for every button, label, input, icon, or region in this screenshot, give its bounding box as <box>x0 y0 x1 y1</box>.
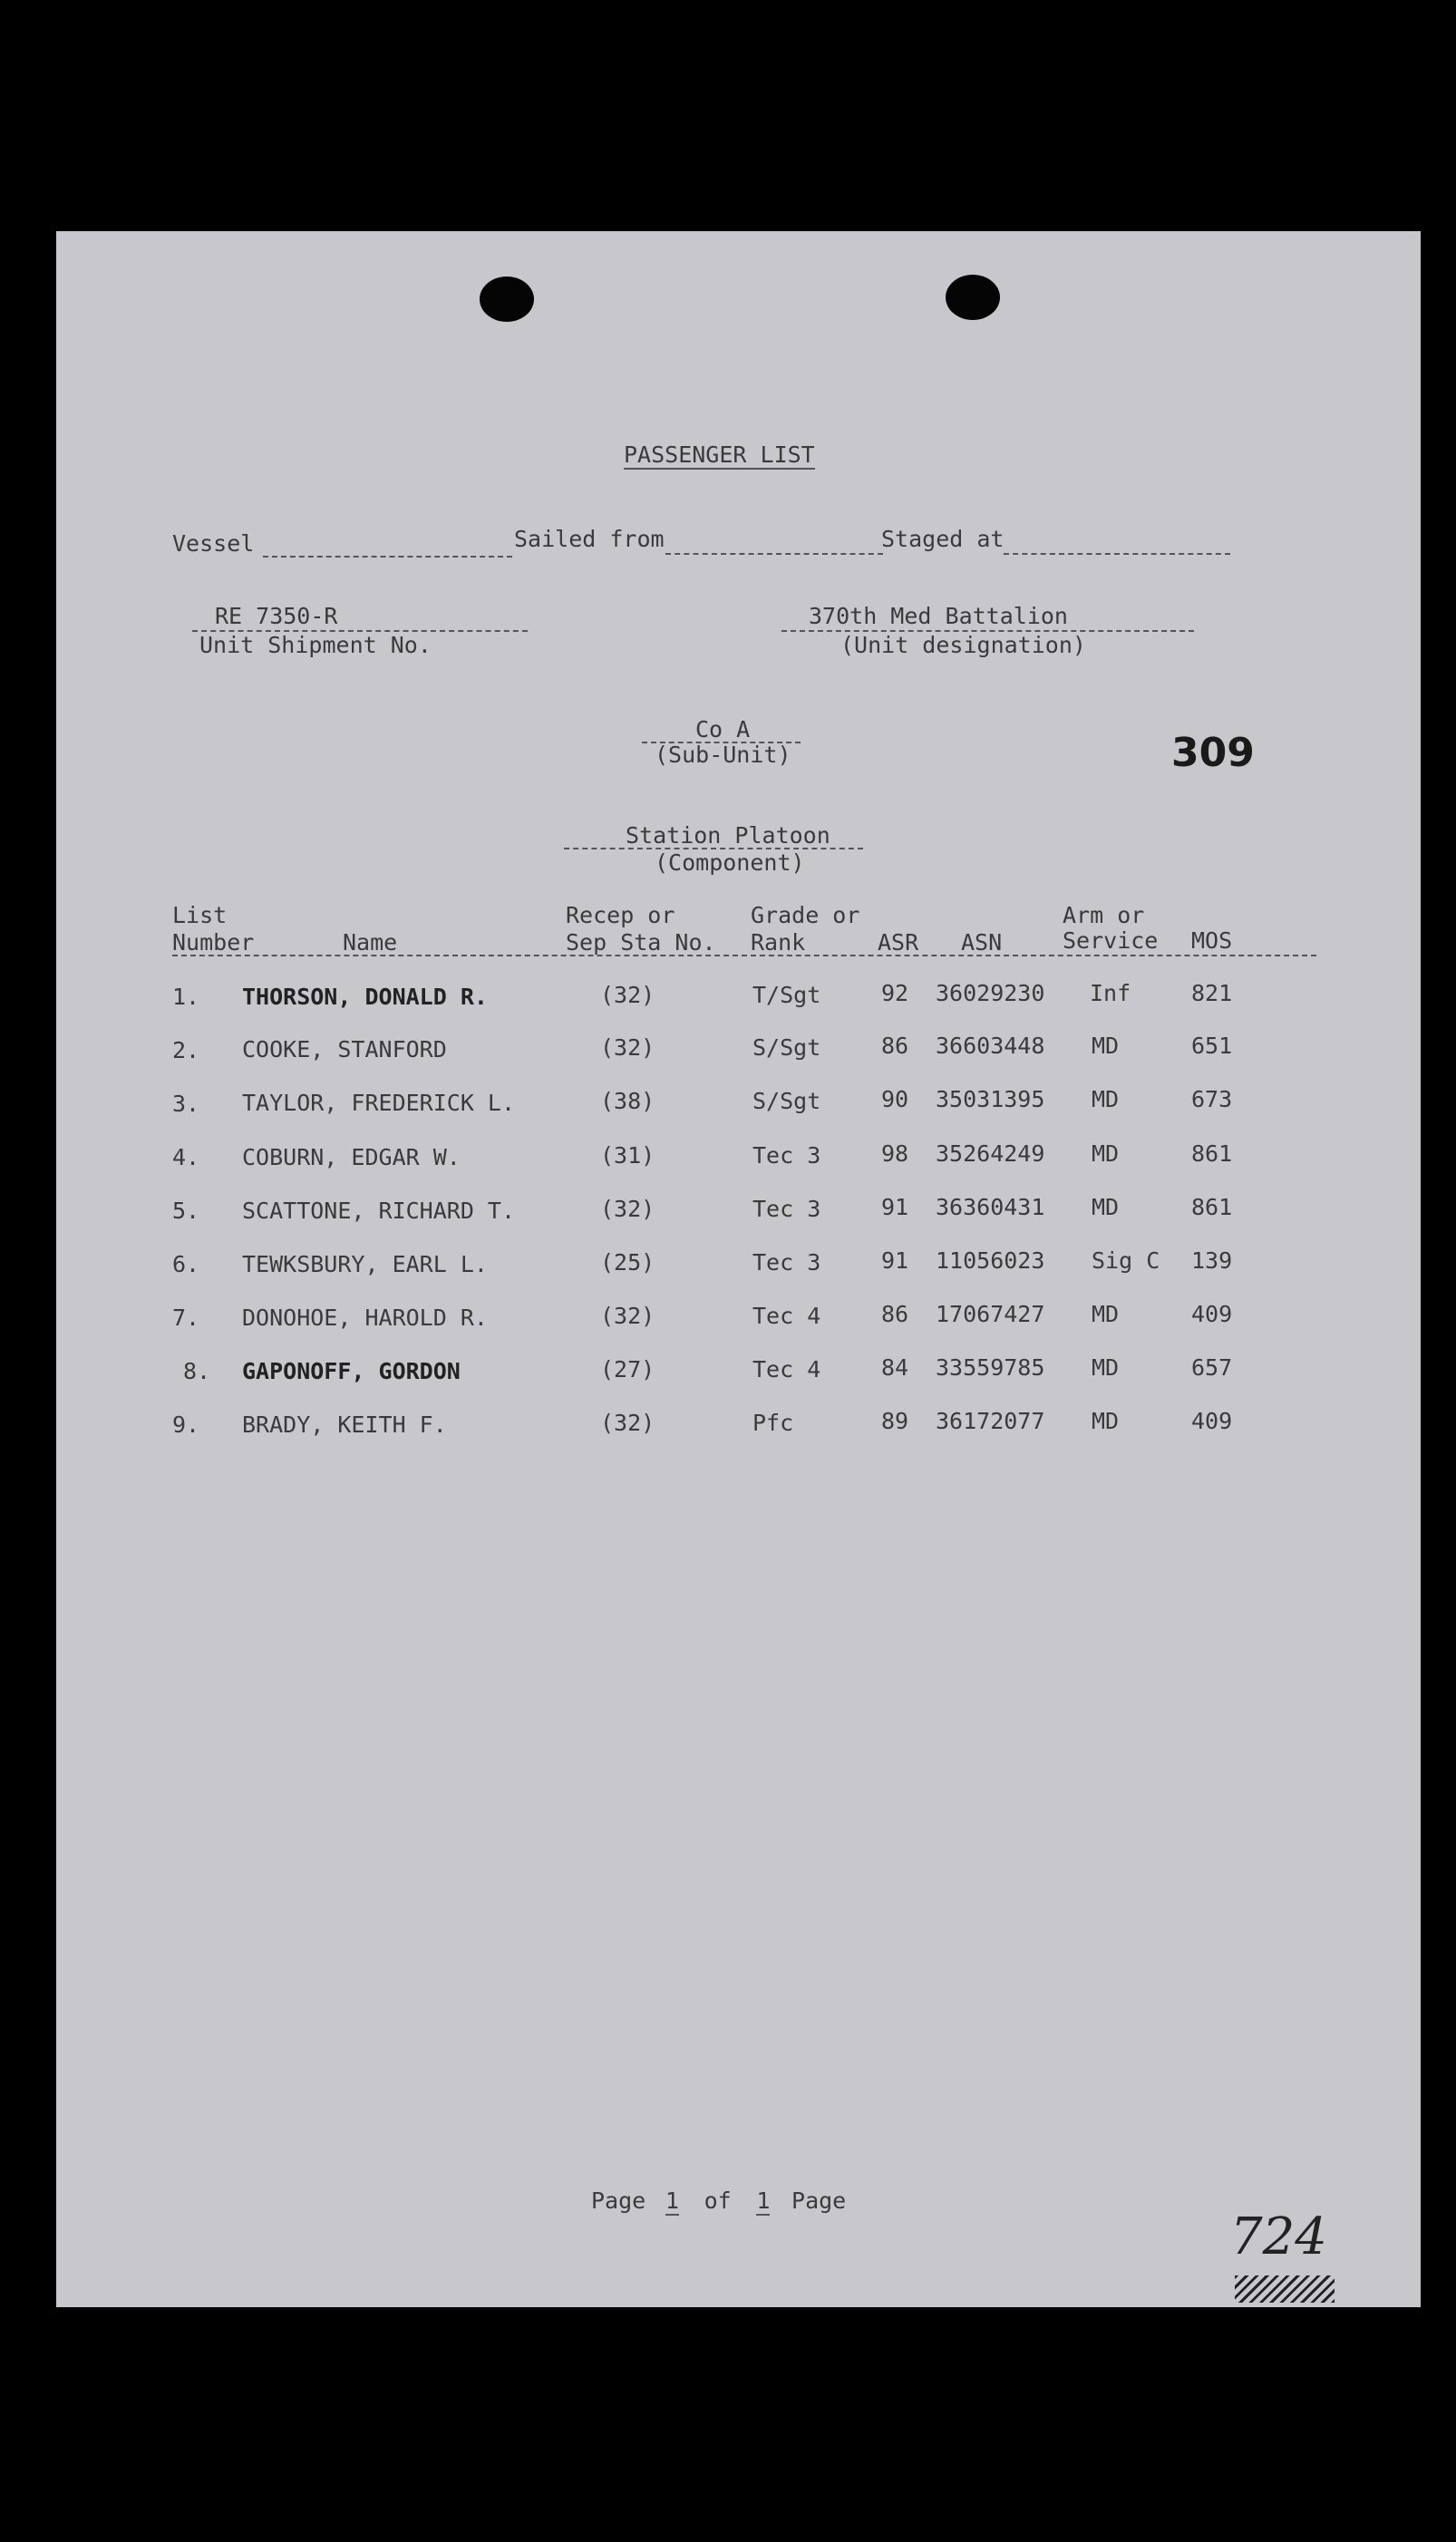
row-grade: Tec 4 <box>752 1356 821 1383</box>
row-asr: 91 <box>881 1247 909 1274</box>
row-asr: 91 <box>881 1194 909 1220</box>
row-asn: 36360431 <box>936 1194 1045 1220</box>
row-name: TAYLOR, FREDERICK L. <box>242 1090 516 1116</box>
page-number: 1 <box>665 2188 679 2214</box>
row-mos: 139 <box>1191 1247 1233 1274</box>
shipment-no-label: Unit Shipment No. <box>199 632 432 658</box>
row-number: 6. <box>172 1251 200 1277</box>
page-label-2: Page <box>791 2188 847 2214</box>
row-number: 9. <box>172 1412 200 1438</box>
col-list-number-1: List <box>172 902 228 928</box>
row-arm: MD <box>1092 1033 1120 1059</box>
row-grade: T/Sgt <box>752 982 821 1008</box>
row-recep: (32) <box>600 1410 655 1436</box>
vessel-label: Vessel <box>172 530 255 557</box>
of-label: of <box>704 2188 732 2214</box>
row-arm: MD <box>1092 1301 1120 1327</box>
row-mos: 861 <box>1191 1194 1233 1220</box>
row-name: TEWKSBURY, EARL L. <box>242 1251 488 1277</box>
stamp-number: 309 <box>1171 730 1255 776</box>
col-recep-2: Sep Sta No. <box>566 929 716 956</box>
unit-designation-label: (Unit designation) <box>840 632 1086 658</box>
row-number: 5. <box>172 1198 200 1224</box>
row-mos: 861 <box>1191 1140 1233 1167</box>
row-mos: 673 <box>1191 1086 1233 1112</box>
col-mos: MOS <box>1191 927 1233 954</box>
row-arm: MD <box>1092 1140 1120 1167</box>
col-grade-1: Grade or <box>751 902 860 928</box>
row-grade: Tec 3 <box>752 1142 821 1169</box>
punch-hole-left <box>480 277 534 322</box>
row-number: 1. <box>172 984 200 1010</box>
page-label: Page <box>591 2188 646 2214</box>
handwritten-number: 724 <box>1230 2207 1327 2266</box>
row-asn: 11056023 <box>936 1247 1045 1274</box>
crossed-out-mark <box>1235 2275 1335 2303</box>
row-name: DONOHOE, HAROLD R. <box>242 1305 488 1331</box>
row-arm: MD <box>1092 1354 1120 1381</box>
row-arm: MD <box>1092 1086 1120 1112</box>
component-value: Station Platoon <box>626 822 830 849</box>
row-asn: 33559785 <box>936 1354 1045 1381</box>
row-mos: 651 <box>1191 1033 1233 1059</box>
component-label: (Component) <box>655 849 805 876</box>
col-asn: ASN <box>961 929 1003 956</box>
row-grade: S/Sgt <box>752 1034 821 1061</box>
row-recep: (32) <box>600 982 655 1008</box>
row-arm: Sig C <box>1092 1247 1160 1274</box>
row-arm: Inf <box>1090 980 1131 1006</box>
row-asn: 36172077 <box>936 1408 1045 1434</box>
row-asn: 36029230 <box>936 980 1045 1006</box>
unit-designation-value: 370th Med Battalion <box>809 603 1068 629</box>
row-grade: Pfc <box>752 1410 794 1436</box>
sailed-from-label: Sailed from <box>514 526 665 552</box>
row-asn: 17067427 <box>936 1301 1045 1327</box>
col-grade-2: Rank <box>751 929 806 956</box>
row-asn: 35031395 <box>936 1086 1045 1112</box>
sub-unit-value: Co A <box>695 716 751 742</box>
row-mos: 409 <box>1191 1408 1233 1434</box>
staged-at-label: Staged at <box>881 526 1005 552</box>
row-recep: (25) <box>600 1249 655 1276</box>
row-mos: 657 <box>1191 1354 1233 1381</box>
row-asr: 98 <box>881 1140 909 1167</box>
row-recep: (32) <box>600 1303 655 1329</box>
document-title: PASSENGER LIST <box>624 441 815 468</box>
row-mos: 409 <box>1191 1301 1233 1327</box>
row-grade: S/Sgt <box>752 1088 821 1114</box>
col-arm-2: Service <box>1063 927 1159 954</box>
row-asn: 35264249 <box>936 1140 1045 1167</box>
row-name: BRADY, KEITH F. <box>242 1412 447 1438</box>
row-asr: 90 <box>881 1086 909 1112</box>
row-name: COBURN, EDGAR W. <box>242 1144 461 1170</box>
row-name: COOKE, STANFORD <box>242 1036 447 1062</box>
sailed-from-blank <box>665 553 883 555</box>
row-name: THORSON, DONALD R. <box>242 984 488 1010</box>
vessel-blank <box>263 556 512 558</box>
row-number: 8. <box>183 1358 211 1384</box>
row-name: GAPONOFF, GORDON <box>242 1358 461 1384</box>
row-mos: 821 <box>1191 980 1233 1006</box>
col-list-number-2: Number <box>172 929 255 956</box>
row-number: 2. <box>172 1037 200 1063</box>
staged-at-blank <box>1004 553 1230 555</box>
row-asr: 89 <box>881 1408 909 1434</box>
row-recep: (32) <box>600 1196 655 1222</box>
row-name: SCATTONE, RICHARD T. <box>242 1198 516 1224</box>
col-name: Name <box>343 929 398 956</box>
row-recep: (38) <box>600 1088 655 1114</box>
col-recep-1: Recep or <box>566 902 675 928</box>
row-grade: Tec 3 <box>752 1196 821 1222</box>
col-asr: ASR <box>878 929 919 956</box>
col-arm-1: Arm or <box>1063 902 1145 928</box>
row-recep: (27) <box>600 1356 655 1383</box>
row-arm: MD <box>1092 1408 1120 1434</box>
row-arm: MD <box>1092 1194 1120 1220</box>
row-asr: 84 <box>881 1354 909 1381</box>
punch-hole-right <box>946 275 1000 320</box>
page-total: 1 <box>756 2188 771 2214</box>
row-asr: 86 <box>881 1301 909 1327</box>
shipment-no-value: RE 7350-R <box>215 603 338 629</box>
row-recep: (31) <box>600 1142 655 1169</box>
row-asr: 92 <box>881 980 909 1006</box>
row-asn: 36603448 <box>936 1033 1045 1059</box>
row-number: 3. <box>172 1091 200 1117</box>
row-number: 7. <box>172 1305 200 1331</box>
page-footer <box>591 2188 846 2214</box>
sub-unit-label: (Sub-Unit) <box>655 742 791 768</box>
row-asr: 86 <box>881 1033 909 1059</box>
row-grade: Tec 3 <box>752 1249 821 1276</box>
row-number: 4. <box>172 1144 200 1170</box>
row-recep: (32) <box>600 1034 655 1061</box>
row-grade: Tec 4 <box>752 1303 821 1329</box>
header-rule <box>172 955 1316 956</box>
document-page <box>56 231 1421 2307</box>
